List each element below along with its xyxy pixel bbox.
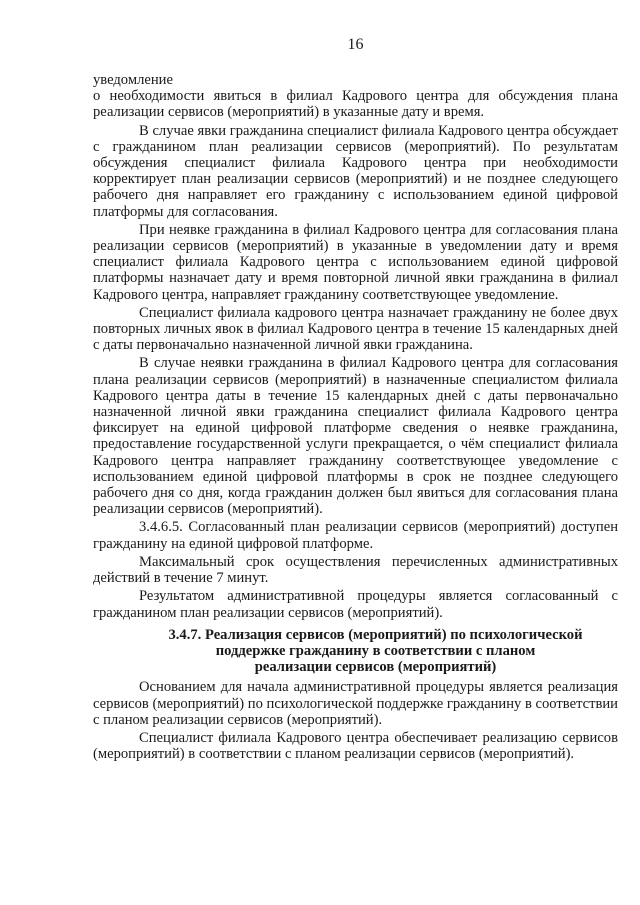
paragraph-text: о необходимости явиться в филиал Кадрового центра для обсуждения плана реализации сервисов (мероприятий) в указанные дату и время. — [93, 88, 618, 121]
paragraph-text: 3.4.6.5. Согласованный план реализации сервисов (мероприятий) доступен гражданину на единой цифровой платформе. — [93, 519, 618, 552]
page-number: 16 — [347, 36, 364, 53]
paragraph-text: В случае неявки гражданина в филиал Кадрового центра для согласования плана реализации сервисов (мероприятий) в назначенные специалистом филиала Кадрового центра даты в течение 15 календарных дней с даты первоначально назначенной личной явки гражданина специалист филиала Кадрового центра фиксирует на единой цифровой платформе сведения о неявке гражданина, предоставление государственной услуги прекращается, о чём специалист филиала Кадрового центра направляет гражданину соответствующее уведомление с использованием единой цифровой платформы в срок не позднее следующего рабочего дня со дня, когда гражданин должен был явиться для согласования плана реализации сервисов (мероприятий). — [93, 355, 618, 518]
paragraph-text: Специалист филиала кадрового центра назначает гражданину не более двух повторных личных явок в филиал Кадрового центра в течение 15 календарных дней с даты первоначально назначенной личной явки гражданина. — [93, 304, 618, 354]
section-heading-line: 3.4.7. Реализация сервисов (мероприятий) по психологической — [168, 626, 583, 643]
paragraph-text: Результатом административной процедуры является согласованный с гражданином план реализации сервисов (мероприятий). — [93, 588, 618, 621]
section-heading-line: реализации сервисов (мероприятий) — [254, 659, 497, 676]
paragraph-text: уведомление — [93, 72, 173, 88]
paragraph-text: В случае явки гражданина специалист филиала Кадрового центра обсуждает с гражданином план реализации сервисов (мероприятий). По результатам обсуждения специалист филиала Кадрового центра при необходимости корректирует план реализации сервисов (мероприятий) и не позднее следующего рабочего дня направляет его гражданину с использованием единой цифровой платформы для согласования. — [93, 122, 618, 220]
paragraph-text: При неявке гражданина в филиал Кадрового центра для согласования плана реализации сервисов (мероприятий) в указанные в уведомлении дату и время специалист филиала Кадрового центра с использованием единой цифровой платформы назначает дату и время повторной личной явки гражданина в филиал Кадрового центра, направляет гражданину соответствующее уведомление. — [93, 221, 618, 303]
section-heading-line: поддержке гражданину в соответствии с планом — [215, 642, 536, 659]
paragraph-text: Специалист филиала Кадрового центра обеспечивает реализацию сервисов (мероприятий) в соответствии с планом реализации сервисов (мероприятий). — [93, 729, 618, 763]
section-heading — [133, 627, 618, 676]
paragraph-text: Максимальный срок осуществления перечисленных административных действий в течение 7 минут. — [93, 553, 618, 587]
paragraph-text: Основанием для начала административной процедуры является реализация сервисов (мероприятий) по психологической поддержке гражданину в соответствии с планом реализации сервисов (мероприятий). — [93, 679, 618, 728]
